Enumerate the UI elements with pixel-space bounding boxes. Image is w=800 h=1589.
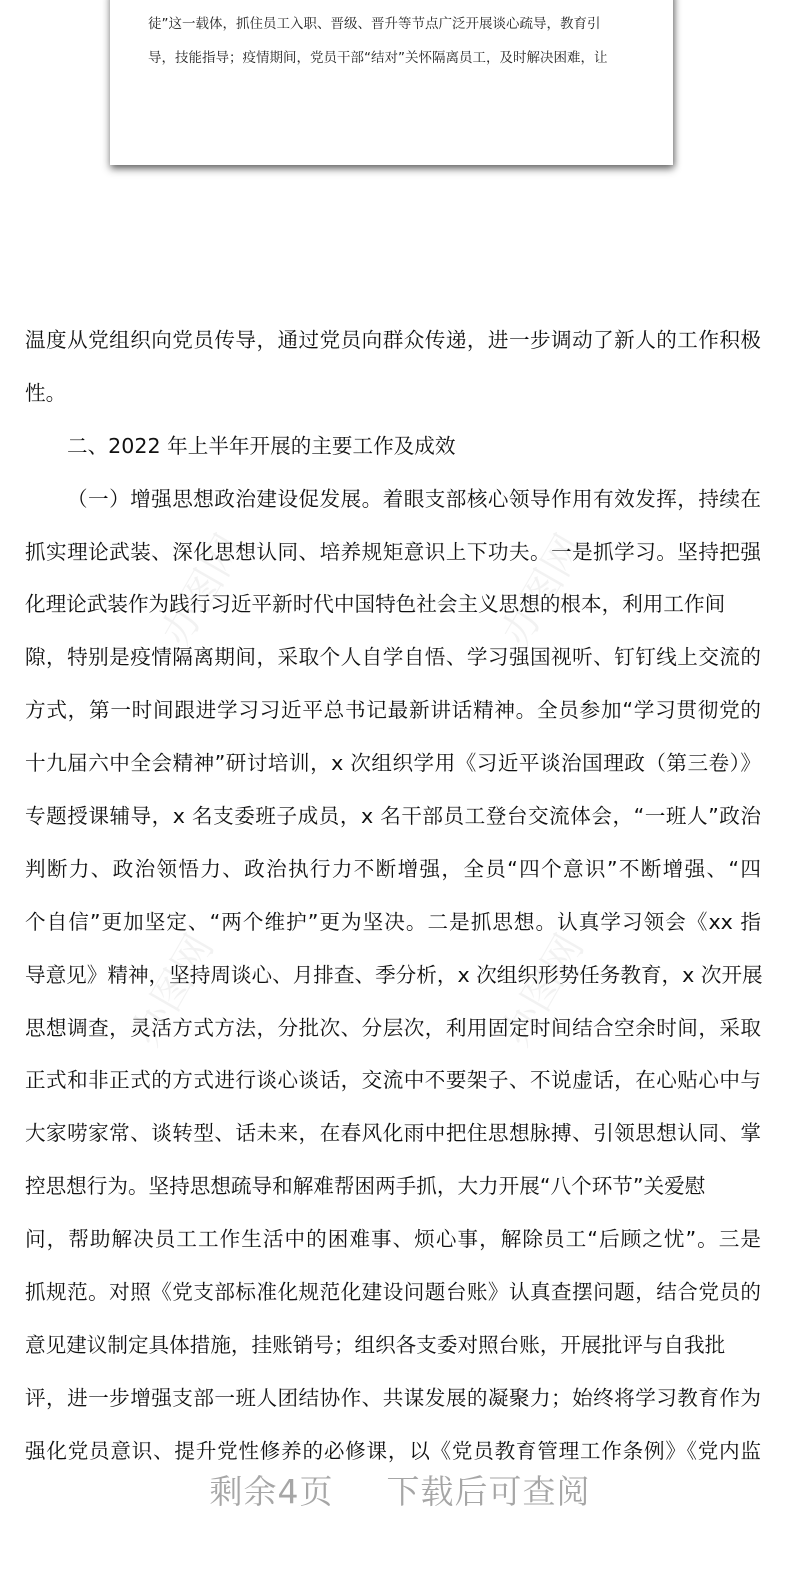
text-line: 导意见》精神，坚持周谈心、月排查、季分析，x 次组织形势任务教育，x 次开展 bbox=[25, 962, 763, 987]
text-line: 强化党员意识、提升党性修养的必修课，以《党员教育管理工作条例》《党内监 bbox=[25, 1438, 761, 1463]
download-prompt[interactable] bbox=[0, 1466, 800, 1513]
download-hint-label: 下载后可查阅 bbox=[386, 1472, 591, 1511]
text-line: 化理论武装作为践行习近平新时代中国特色社会主义思想的根本，利用工作间 bbox=[25, 592, 726, 617]
text-line: 方式，第一时间跟进学习习近平总书记最新讲话精神。全员参加“学习贯彻党的 bbox=[25, 698, 761, 723]
card-text-line: 导，技能指导；疫情期间，党员干部“结对”关怀隔离员工，及时解决困难，让 bbox=[148, 50, 608, 66]
watermark: 办图网 bbox=[123, 926, 223, 1054]
watermark: 办图网 bbox=[493, 526, 593, 654]
remaining-pages-label: 剩余4页 bbox=[209, 1472, 334, 1511]
text-line: 判断力、政治领悟力、政治执行力不断增强，全员“四个意识”不断增强、“四 bbox=[25, 856, 761, 881]
document-body bbox=[25, 322, 761, 1486]
card-text-line: 徒”这一载体，抓住员工入职、晋级、晋升等节点广泛开展谈心疏导，教育引 bbox=[148, 16, 601, 32]
text-line: 温度从党组织向党员传导，通过党员向群众传递，进一步调动了新人的工作积极 bbox=[25, 328, 761, 352]
subsection-line: （一）增强思想政治建设促发展。着眼支部核心领导作用有效发挥，持续在 bbox=[67, 486, 761, 511]
text-line: 评，进一步增强支部一班人团结协作、共谋发展的凝聚力；始终将学习教育作为 bbox=[25, 1385, 761, 1410]
text-line: 性。 bbox=[25, 380, 67, 405]
text-line: 抓实理论武装、深化思想认同、培养规矩意识上下功夫。一是抓学习。坚持把强 bbox=[25, 539, 761, 564]
text-line: 意见建议制定具体措施，挂账销号；组织各支委对照台账，开展批评与自我批 bbox=[25, 1332, 726, 1357]
section-heading: 二、2022 年上半年开展的主要工作及成效 bbox=[67, 433, 456, 458]
text-line: 大家唠家常、谈转型、话未来，在春风化雨中把住思想脉搏、引领思想认同、掌 bbox=[25, 1121, 761, 1146]
text-line: 问，帮助解决员工工作生活中的困难事、烦心事，解除员工“后顾之忧”。三是 bbox=[25, 1227, 761, 1252]
text-line: 正式和非正式的方式进行谈心谈话，交流中不要架子、不说虚话，在心贴心中与 bbox=[25, 1068, 761, 1093]
text-line: 十九届六中全会精神”研讨培训，x 次组织学用《习近平谈治国理政（第三卷）》 bbox=[25, 751, 761, 776]
text-line: 隙，特别是疫情隔离期间，采取个人自学自悟、学习强国视听、钉钉线上交流的 bbox=[25, 645, 761, 670]
text-line: 专题授课辅导，x 名支委班子成员，x 名干部员工登台交流体会，“一班人”政治 bbox=[25, 804, 761, 829]
text-line: 思想调查，灵活方式方法，分批次、分层次，利用固定时间结合空余时间，采取 bbox=[25, 1015, 761, 1040]
watermark: 办图网 bbox=[153, 526, 253, 654]
text-line: 控思想行为。坚持思想疏导和解难帮困两手抓，大力开展“八个环节”关爱慰 bbox=[25, 1174, 706, 1199]
preview-page-card bbox=[110, 0, 673, 165]
text-line: 个自信”更加坚定、“两个维护”更为坚决。二是抓思想。认真学习领会《xx 指 bbox=[25, 909, 761, 934]
watermark: 办图网 bbox=[493, 926, 593, 1054]
text-line: 抓规范。对照《党支部标准化规范化建设问题台账》认真查摆问题，结合党员的 bbox=[25, 1280, 761, 1305]
